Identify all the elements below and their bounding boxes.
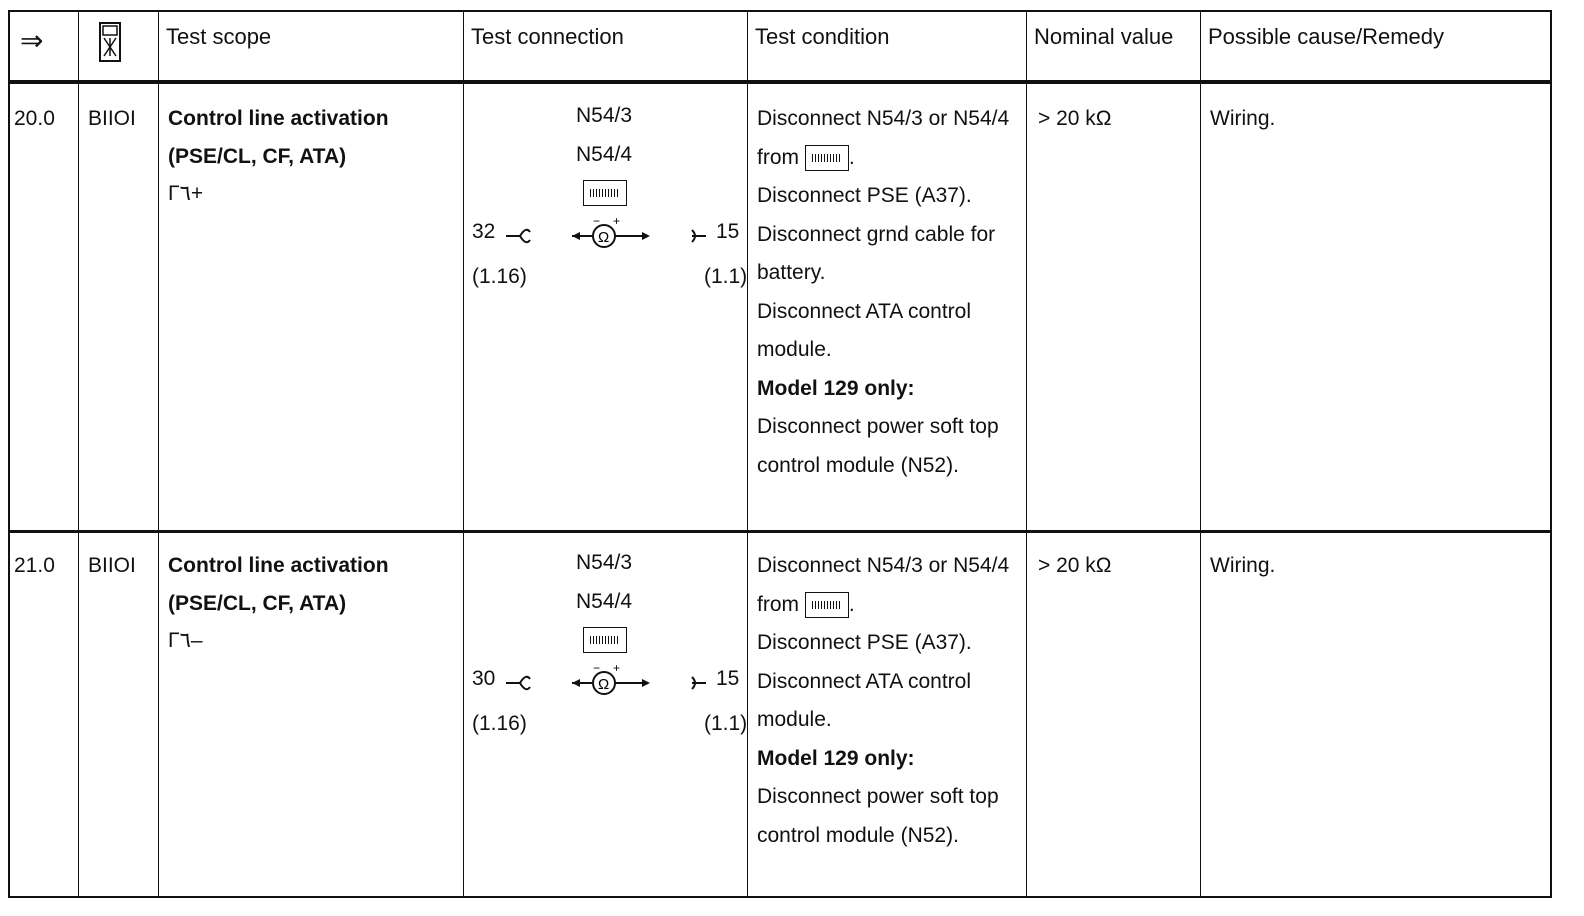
condition-line: module.	[757, 338, 832, 361]
col-divider	[78, 12, 79, 896]
svg-text:−: −	[593, 663, 601, 675]
scope-symbol: Γ٦–	[168, 629, 203, 652]
svg-text:−: −	[593, 216, 601, 228]
condition-line: from .	[757, 139, 1022, 178]
col-divider	[1200, 12, 1201, 896]
remedy: Wiring.	[1210, 107, 1276, 130]
right-pin-ref: (1.1)	[704, 265, 748, 288]
condition-line: Disconnect power soft top	[757, 415, 999, 438]
condition-line: Disconnect ATA control	[757, 669, 971, 693]
left-pin: 32	[472, 220, 496, 243]
ohmmeter-icon	[502, 216, 742, 252]
control-module-icon	[583, 180, 627, 206]
step-number: 20.0	[14, 107, 55, 130]
condition-line: battery.	[757, 261, 826, 284]
ohmmeter-icon	[502, 663, 742, 699]
left-pin-ref: (1.16)	[472, 712, 527, 735]
connector-label: N54/3	[576, 104, 633, 127]
condition-line: Model 129 only:	[757, 376, 915, 400]
test-table	[8, 10, 1552, 898]
header-possible-cause: Possible cause/Remedy	[1208, 24, 1445, 49]
control-module-icon	[805, 145, 849, 171]
col-divider	[747, 12, 748, 896]
test-condition	[757, 100, 1022, 485]
condition-line: control module (N52).	[757, 823, 959, 847]
condition-line: Disconnect PSE (A37).	[757, 631, 972, 654]
arrow-symbol: ⇒	[20, 25, 44, 56]
control-module-icon	[805, 592, 849, 618]
connector-label: N54/4	[576, 590, 633, 613]
condition-line: module.	[757, 708, 832, 731]
col-divider	[463, 12, 464, 896]
tester-icon	[78, 12, 158, 82]
header-test-scope: Test scope	[166, 24, 272, 49]
right-pin: 15	[716, 667, 740, 690]
header-nominal-value: Nominal value	[1034, 24, 1174, 49]
step-number: 21.0	[14, 554, 55, 577]
test-mode: BIIOI	[88, 554, 136, 577]
test-condition	[757, 547, 1022, 855]
scope-subtitle: (PSE/CL, CF, ATA)	[168, 592, 347, 615]
condition-line: control module (N52).	[757, 453, 959, 477]
condition-line: Disconnect N54/3 or N54/4	[757, 107, 1010, 130]
connector-label: N54/3	[576, 551, 633, 574]
test-mode: BIIOI	[88, 107, 136, 130]
svg-text:+: +	[613, 663, 621, 675]
svg-text:+: +	[613, 216, 621, 228]
svg-text:Ω: Ω	[598, 229, 610, 246]
condition-line: Disconnect PSE (A37).	[757, 184, 972, 207]
scope-symbol: Γ٦+	[168, 182, 204, 205]
condition-line: Disconnect power soft top	[757, 785, 999, 808]
connector-label: N54/4	[576, 143, 633, 166]
scope-subtitle: (PSE/CL, CF, ATA)	[168, 145, 347, 168]
condition-line: Disconnect grnd cable for	[757, 222, 996, 246]
scope-title: Control line activation	[168, 554, 389, 577]
control-module-icon	[583, 627, 627, 653]
remedy: Wiring.	[1210, 554, 1276, 577]
row-divider	[10, 530, 1550, 533]
nominal-value: > 20 kΩ	[1038, 107, 1112, 130]
left-pin: 30	[472, 667, 496, 690]
condition-line: Disconnect ATA control	[757, 299, 971, 323]
condition-line: from .	[757, 586, 1022, 625]
col-divider	[1026, 12, 1027, 896]
right-pin: 15	[716, 220, 740, 243]
left-pin-ref: (1.16)	[472, 265, 527, 288]
col-divider	[158, 12, 159, 896]
right-pin-ref: (1.1)	[704, 712, 748, 735]
condition-line: Disconnect N54/3 or N54/4	[757, 554, 1010, 577]
svg-text:Ω: Ω	[598, 676, 610, 693]
condition-line: Model 129 only:	[757, 746, 915, 770]
header-test-condition: Test condition	[755, 24, 890, 49]
header-test-connection: Test connection	[471, 24, 624, 49]
nominal-value: > 20 kΩ	[1038, 554, 1112, 577]
scope-title: Control line activation	[168, 107, 389, 130]
